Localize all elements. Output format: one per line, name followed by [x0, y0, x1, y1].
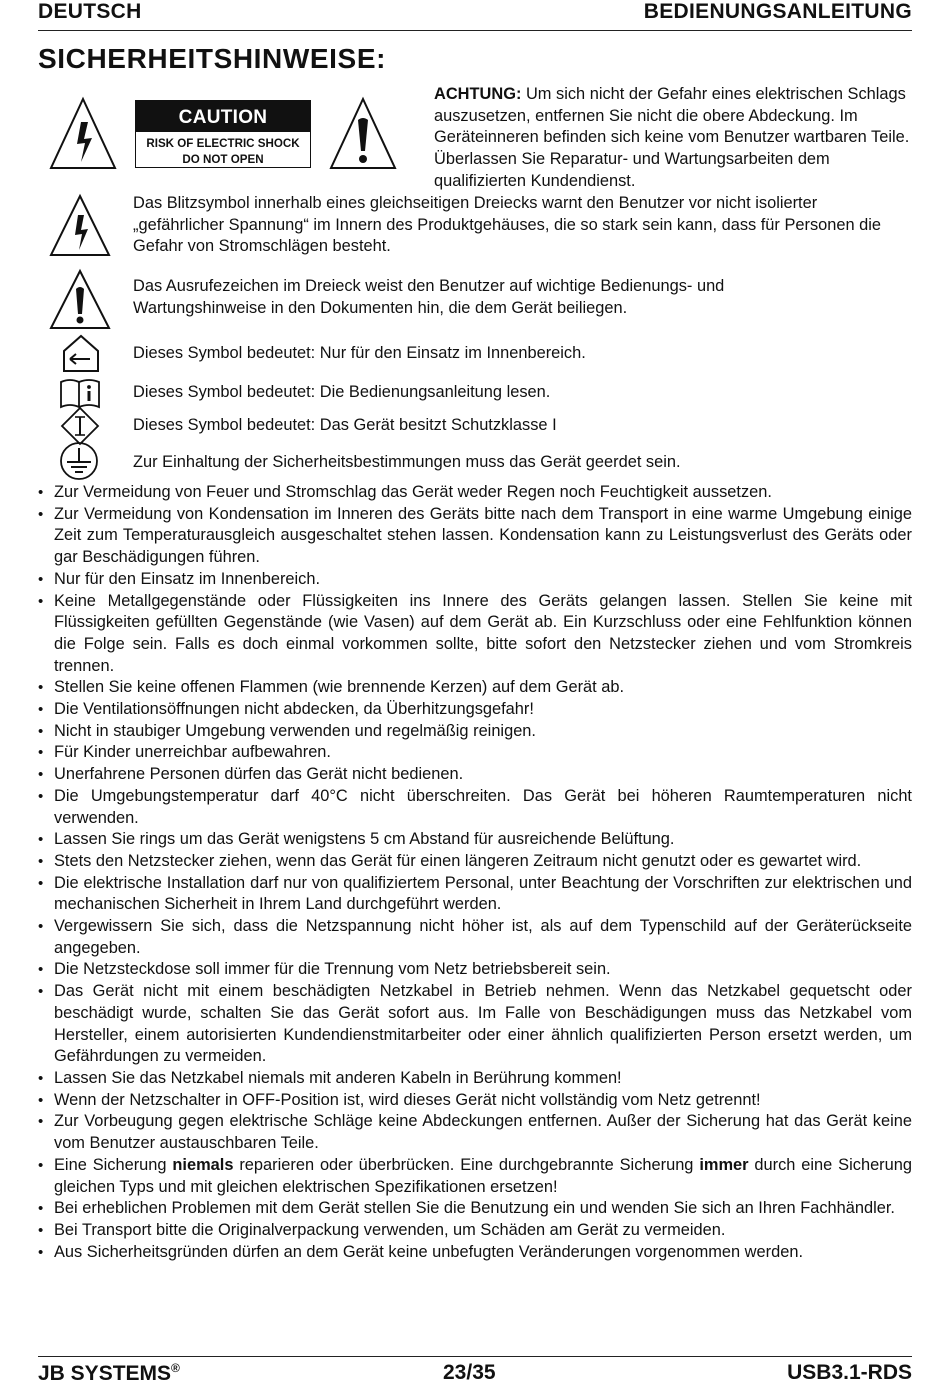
- list-item: • Das Gerät nicht mit einem beschädigten Netzkabel in Betrieb nehmen. Wenn das Netzkabel gequetscht oder beschädigt wurde, schalten Sie das Gerät sofort aus. Im Falle von Beschädigungen muss das Netzkabel vom Hersteller, einem autorisierten Kundendienstmitarbeiter oder einer ähnlich qualifizierten Person ersetzt werden, um Gefährdungen zu vermeiden.: [38, 981, 912, 1068]
- fuse-text-e: durch eine Sicherung gleichen Typs und mit gleichen elektrischen Spezifikationen ersetzen!: [54, 1155, 912, 1196]
- list-item: • Die Netzsteckdose soll immer für die Trennung vom Netz betriebsbereit sein.: [38, 959, 912, 981]
- list-item: • Keine Metallgegenstände oder Flüssigkeiten ins Innere des Geräts gelangen lassen. Stellen Sie keine mit Flüssigkeiten gefüllten Gegenstände (wie Vasen) auf dem Gerät ab. Ein Kurzschluss oder eine Fehlfunktion können die Folge sein. Falls es doch einmal vorkommen sollte, bitte sofort den Netzstecker ziehen und vom Stromkreis trennen.: [38, 591, 912, 678]
- indoor-house-icon: [60, 333, 102, 375]
- indoor-explanation: Dieses Symbol bedeutet: Nur für den Einsatz im Innenbereich.: [133, 344, 586, 362]
- brand-name: JB SYSTEMS: [38, 1362, 172, 1385]
- registered-mark: ®: [171, 1361, 180, 1375]
- list-item: • Nicht in staubiger Umgebung verwenden und regelmäßig reinigen.: [38, 721, 912, 743]
- list-item: • Stets den Netzstecker ziehen, wenn das Gerät für einen längeren Zeitraum nicht genutzt oder es gewartet wird.: [38, 851, 912, 873]
- exclamation-explanation: Das Ausrufezeichen im Dreieck weist den Benutzer auf wichtige Bedienungs- und Wartungshinweise in den Dokumenten hin, die dem Gerät beiliegen.: [133, 277, 725, 317]
- caution-line2: DO NOT OPEN: [182, 152, 264, 166]
- fuse-emphasis-always: immer: [699, 1155, 749, 1174]
- list-item: • Die elektrische Installation darf nur von qualifiziertem Personal, unter Beachtung der Vorschriften zur elektrischen und mechanischen Sicherheit in Ihrem Land durchgeführt werden.: [38, 873, 912, 916]
- fuse-text-c: reparieren oder überbrücken. Eine durchgebrannte Sicherung: [233, 1155, 700, 1174]
- list-item: • Bei Transport bitte die Originalverpackung verwenden, um Schäden am Gerät zu vermeiden.: [38, 1220, 912, 1242]
- header-doc-type: BEDIENUNGSANLEITUNG: [643, 0, 912, 23]
- list-item: • Unerfahrene Personen dürfen das Gerät nicht bedienen.: [38, 764, 912, 786]
- footer-model: USB3.1-RDS: [787, 1361, 912, 1384]
- achtung-text: Um sich nicht der Gefahr eines elektrischen Schlags auszusetzen, entfernen Sie nicht die obere Abdeckung. Im Geräteinneren befinden sich keine vom Benutzer wartbaren Teile. Überlassen Sie Reparatur- und Wartungsarbeiten dem qualifizierten Kundendienst.: [434, 85, 910, 190]
- list-item: • Lassen Sie das Netzkabel niemals mit anderen Kabeln in Berührung kommen!: [38, 1068, 912, 1090]
- header-language: DEUTSCH: [38, 0, 142, 23]
- caution-title: CAUTION: [136, 101, 310, 132]
- caution-line1: RISK OF ELECTRIC SHOCK: [146, 137, 300, 150]
- exclamation-triangle-icon: [48, 268, 112, 332]
- lightning-triangle-icon: [48, 96, 118, 172]
- exclamation-triangle-icon: [328, 96, 398, 172]
- manual-explanation: Dieses Symbol bedeutet: Die Bedienungsanleitung lesen.: [133, 383, 551, 401]
- list-item: • Die Ventilationsöffnungen nicht abdecken, da Überhitzungsgefahr!: [38, 699, 912, 721]
- earth-ground-icon: [58, 440, 100, 482]
- lightning-explanation: Das Blitzsymbol innerhalb eines gleichseitigen Dreiecks warnt den Benutzer vor nicht isolierter „gefährlicher Spannung“ im Innern des Produktgehäuses, die so stark sein kann, dass für Personen die Gefahr von Stromschlägen besteht.: [133, 194, 882, 256]
- page-header: [38, 0, 912, 31]
- safety-bullet-list: [38, 482, 912, 1263]
- achtung-label: ACHTUNG:: [434, 85, 522, 103]
- achtung-paragraph: [434, 84, 912, 193]
- footer-brand: [38, 1361, 180, 1386]
- list-item: • Die Umgebungstemperatur darf 40°C nicht überschreiten. Das Gerät bei höheren Raumtemperaturen nicht verwenden.: [38, 786, 912, 829]
- list-item-fuse: [38, 1155, 912, 1198]
- list-item: • Zur Vermeidung von Kondensation im Inneren des Geräts bitte nach dem Transport in eine warme Umgebung einige Zeit zum Temperaturausgleich ausgeschaltet stehen lassen. Kondensation kann zu Leistungsverlust des Geräts oder gar Beschädigungen führen.: [38, 504, 912, 569]
- list-item: • Zur Vermeidung von Feuer und Stromschlag das Gerät weder Regen noch Feuchtigkeit aussetzen.: [38, 482, 912, 504]
- list-item: • Aus Sicherheitsgründen dürfen an dem Gerät keine unbefugten Veränderungen vorgenommen werden.: [38, 1242, 912, 1264]
- lightning-triangle-icon: [48, 193, 112, 259]
- fuse-emphasis-never: niemals: [172, 1155, 234, 1174]
- fuse-text-a: Eine Sicherung: [54, 1155, 173, 1174]
- list-item: • Stellen Sie keine offenen Flammen (wie brennende Kerzen) auf dem Gerät ab.: [38, 677, 912, 699]
- list-item: • Lassen Sie rings um das Gerät wenigstens 5 cm Abstand für ausreichende Belüftung.: [38, 829, 912, 851]
- page-footer: [38, 1356, 912, 1391]
- section-title: SICHERHEITSHINWEISE:: [38, 43, 387, 74]
- list-item: • Bei erheblichen Problemen mit dem Gerät stellen Sie die Benutzung ein und wenden Sie sich an Ihren Fachhändler.: [38, 1198, 912, 1220]
- list-item: • Vergewissern Sie sich, dass die Netzspannung nicht höher ist, als auf dem Typenschild auf der Geräterückseite angegeben.: [38, 916, 912, 959]
- caution-label: [135, 100, 311, 168]
- list-item: • Wenn der Netzschalter in OFF-Position ist, wird dieses Gerät nicht vollständig vom Netz getrennt!: [38, 1090, 912, 1112]
- list-item: • Für Kinder unerreichbar aufbewahren.: [38, 742, 912, 764]
- class1-explanation: Dieses Symbol bedeutet: Das Gerät besitzt Schutzklasse I: [133, 416, 557, 434]
- page-number: 23/35: [443, 1361, 496, 1384]
- earth-explanation: Zur Einhaltung der Sicherheitsbestimmungen muss das Gerät geerdet sein.: [133, 453, 681, 471]
- list-item: • Zur Vorbeugung gegen elektrische Schläge keine Abdeckungen entfernen. Außer der Sicherung hat das Gerät keine vom Benutzer austauschbaren Teile.: [38, 1111, 912, 1154]
- read-manual-icon: [58, 376, 102, 410]
- list-item: • Nur für den Einsatz im Innenbereich.: [38, 569, 912, 591]
